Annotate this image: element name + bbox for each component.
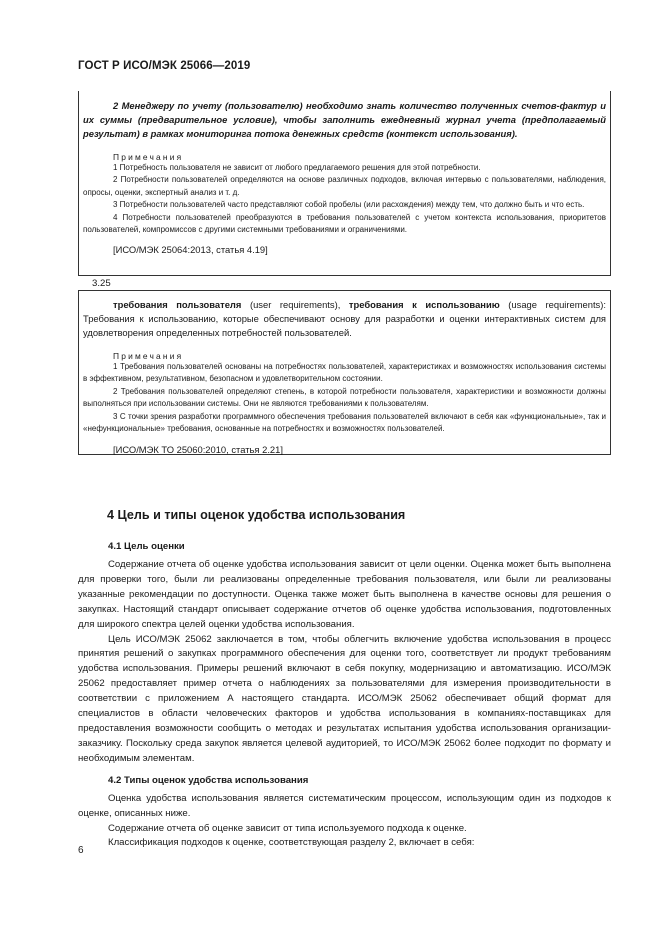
example-text: 2 Менеджеру по учету (пользователю) необходимо знать количество полученных счетов-фактур и их суммы (предварительное условие), чтобы заполнить ежедневный журнал учета (предполагаемый результат) в рамках мониторинга потока денежных средств (контекст использования).	[83, 100, 606, 140]
source-reference: [ИСО/МЭК 25064:2013, статья 4.19]	[113, 243, 268, 255]
note-item: 4 Потребности пользователей преобразуются в требования пользователей с учетом контекста использования, приоритетов пользователей, компромиссов с другими системными требованиями и ограничениями.	[83, 212, 606, 235]
term-number: 3.25	[92, 278, 111, 289]
term-box-user-requirements	[78, 290, 611, 455]
section-body	[78, 541, 611, 851]
term-ru: требования к использованию	[348, 299, 500, 310]
body-paragraph: Цель ИСО/МЭК 25062 заключается в том, чтобы облегчить включение удобства использования в процесс принятия решений о закупках программного обеспечения для оценки того, соответствует ли продукт требованиям удобства использования. Примеры решений включают в себя покупку, модернизацию и автоматизацию. ИСО/МЭК 25062 предоставляет пример отчета о наблюдениях за пользователями для измерения производительности в соответствии с приложением А настоящего стандарта. ИСО/МЭК 25062 обеспечивает общий формат для специалистов в области человеческих факторов и удобства использования в компаниях-поставщиках для предоставления возможности сообщить о методах и результатах испытания удобства использования организации-заказчику. Поскольку среда закупок является целевой аудиторией, то ИСО/МЭК 25062 более подходит по формату и необходимым элементам.	[78, 633, 611, 764]
term-en: (usage requirements):	[508, 299, 606, 310]
notes-title: Примечания	[113, 350, 184, 361]
definition-text: Требования к использованию, которые обеспечивают основу для разработки и оценки интерактивных систем для удовлетворения определенных потребностей пользователей.	[83, 313, 606, 339]
body-paragraph: Содержание отчета об оценке зависит от типа используемого подхода к оценке.	[108, 822, 467, 834]
note-item: 1 Потребность пользователя не зависит от любого предлагаемого решения для этой потребности.	[113, 162, 481, 172]
section-title: 4 Цель и типы оценок удобства использования	[107, 508, 406, 522]
body-paragraph: Оценка удобства использования является систематическим процессом, использующим один из подходов к оценке, описанных ниже.	[78, 792, 611, 819]
term-box-user-needs	[78, 91, 611, 276]
page-number: 6	[78, 845, 84, 856]
document-header: ГОСТ Р ИСО/МЭК 25066—2019	[78, 60, 251, 72]
term-definition	[83, 298, 606, 341]
source-reference: [ИСО/МЭК ТО 25060:2010, статья 2.21]	[113, 443, 283, 455]
subsection-title: 4.1 Цель оценки	[108, 541, 185, 552]
note-item: 1 Требования пользователей основаны на потребностях пользователей, характеристиках и возможностях использования системы в эффективном, результативном, безопасном и удовлетворительном состоянии.	[83, 361, 606, 384]
body-paragraph: Содержание отчета об оценке удобства использования зависит от цели оценки. Оценка может быть выполнена для проверки того, были ли реализованы определенные требования пользователя, или были ли реализованы указанные рекомендации по доступности. Оценка также может быть выполнена в качестве основы для решения о закупках. Настоящий стандарт описывает содержание отчетов об оценке удобства использования, подготовленных для широкого спектра целей оценки удобства использования.	[78, 559, 611, 630]
term-en: (user requirements),	[249, 299, 341, 310]
note-item: 2 Потребности пользователей определяются на основе различных подходов, включая интервью с пользователями, наблюдения, опросы, оценки, экспертный анализ и т. д.	[83, 175, 606, 197]
term-ru: требования пользователя	[113, 299, 242, 310]
note-item: 2 Требования пользователей определяют степень, в которой потребности пользователя, характеристики и возможности должны выполняться при использовании системы. Они не являются требованиями к пользователям.	[83, 386, 606, 409]
subsection-title: 4.2 Типы оценок удобства использования	[108, 774, 309, 786]
note-item: 3 Потребности пользователей часто представляют собой пробелы (или расхождения) между тем, что должно быть и что есть.	[113, 200, 585, 210]
body-paragraph: Классификация подходов к оценке, соответствующая разделу 2, включает в себя:	[108, 837, 475, 849]
notes-title: Примечания	[113, 151, 184, 162]
note-item: 3 С точки зрения разработки программного обеспечения требования пользователей включают в себя как «функциональные», так и «нефункциональные» требования, основанные на потребностях и возможностях пользователей.	[83, 411, 606, 434]
